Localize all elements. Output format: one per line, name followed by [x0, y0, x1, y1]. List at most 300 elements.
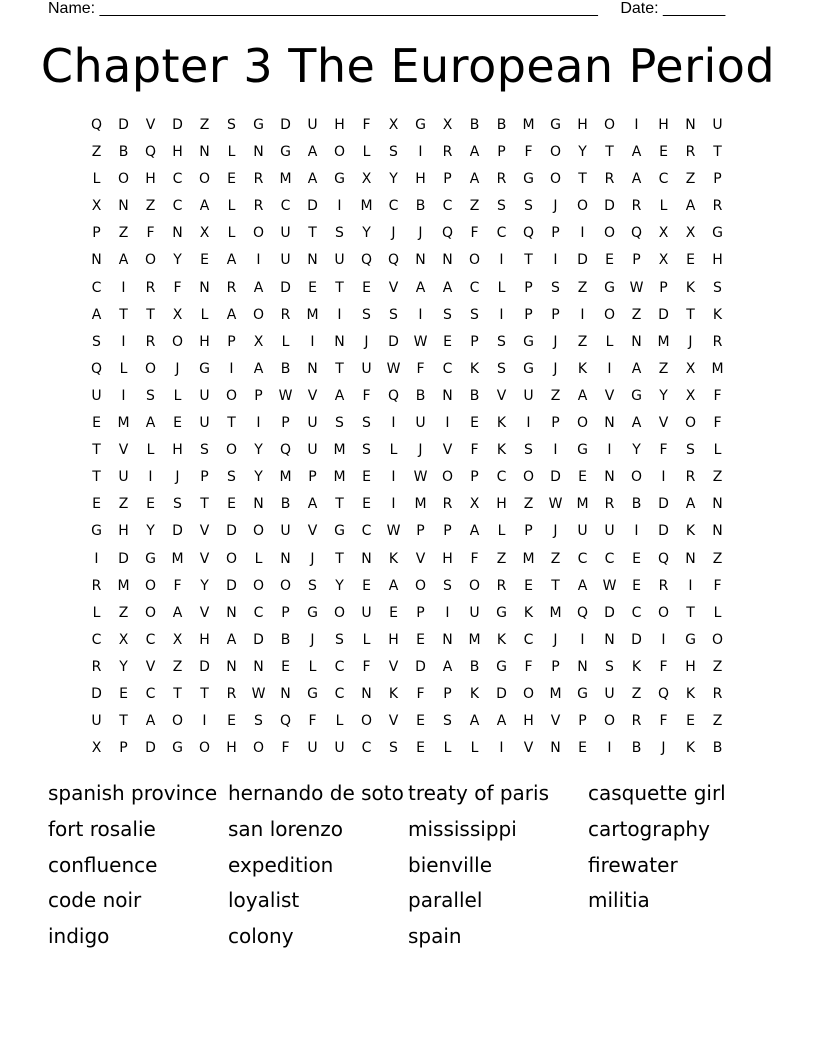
- grid-letter: J: [661, 740, 666, 757]
- grid-letter: H: [496, 496, 507, 513]
- grid-letter: A: [199, 198, 210, 215]
- grid-letter: I: [607, 740, 612, 757]
- grid-letter: I: [661, 469, 666, 486]
- grid-letter: S: [524, 442, 533, 459]
- word-list: [48, 778, 808, 957]
- grid-letter: M: [522, 117, 535, 133]
- grid-letter: T: [308, 225, 317, 242]
- grid-letter: G: [523, 171, 534, 188]
- grid-letter: C: [577, 550, 588, 567]
- grid-letter: X: [685, 387, 696, 404]
- grid-letter: R: [442, 496, 453, 513]
- grid-letter: R: [631, 713, 642, 730]
- grid-letter: F: [416, 685, 425, 702]
- grid-letter: V: [199, 604, 210, 621]
- grid-letter: H: [145, 171, 156, 188]
- grid-letter: A: [469, 523, 480, 540]
- grid-letter: X: [253, 333, 264, 350]
- grid-letter: S: [227, 117, 236, 133]
- word-list-item: colony: [228, 924, 294, 949]
- grid-letter: U: [334, 252, 345, 269]
- grid-letter: I: [661, 631, 666, 648]
- grid-letter: Y: [119, 658, 128, 675]
- grid-letter: V: [523, 740, 534, 757]
- grid-letter: A: [307, 496, 318, 513]
- grid-letter: N: [442, 387, 453, 404]
- grid-letter: G: [334, 523, 345, 540]
- grid-letter: T: [92, 442, 101, 459]
- grid-letter: P: [470, 469, 479, 486]
- grid-letter: A: [496, 713, 507, 730]
- grid-letter: L: [362, 631, 371, 648]
- grid-letter: V: [199, 550, 210, 567]
- grid-letter: C: [658, 171, 669, 188]
- grid-letter: M: [171, 550, 184, 567]
- grid-letter: P: [443, 171, 452, 188]
- grid-letter: O: [252, 740, 265, 757]
- grid-letter: K: [469, 360, 480, 377]
- grid-letter: I: [553, 442, 558, 459]
- grid-letter: V: [442, 442, 453, 459]
- word-list-item: cartography: [588, 816, 710, 841]
- grid-letter: B: [469, 658, 480, 675]
- grid-row: [83, 247, 733, 274]
- grid-letter: V: [550, 713, 561, 730]
- grid-letter: V: [307, 523, 318, 540]
- grid-letter: O: [522, 469, 535, 486]
- grid-letter: L: [308, 658, 317, 675]
- grid-letter: O: [333, 144, 346, 161]
- grid-row: [83, 139, 733, 166]
- grid-letter: R: [226, 279, 237, 296]
- grid-letter: C: [631, 604, 642, 621]
- grid-letter: I: [310, 333, 315, 350]
- grid-letter: V: [388, 713, 399, 730]
- grid-letter: Z: [658, 360, 669, 377]
- grid-letter: O: [468, 252, 481, 269]
- grid-letter: S: [227, 469, 236, 486]
- grid-letter: P: [632, 252, 641, 269]
- grid-row: [83, 383, 733, 410]
- grid-letter: B: [631, 496, 642, 513]
- grid-letter: D: [604, 198, 615, 215]
- grid-letter: J: [553, 360, 558, 377]
- grid-letter: F: [713, 387, 722, 404]
- grid-letter: D: [172, 523, 183, 540]
- grid-letter: P: [200, 469, 209, 486]
- grid-letter: T: [713, 144, 722, 161]
- grid-letter: E: [578, 740, 587, 757]
- grid-letter: W: [251, 685, 266, 702]
- grid-letter: O: [711, 631, 724, 648]
- grid-letter: R: [91, 577, 102, 594]
- grid-letter: R: [253, 198, 264, 215]
- grid-letter: F: [173, 577, 182, 594]
- grid-letter: F: [659, 442, 668, 459]
- grid-letter: P: [281, 415, 290, 432]
- grid-letter: F: [362, 658, 371, 675]
- grid-row: [83, 546, 733, 573]
- grid-letter: F: [470, 550, 479, 567]
- grid-letter: U: [91, 713, 102, 730]
- grid-letter: R: [712, 198, 723, 215]
- grid-letter: C: [91, 279, 102, 296]
- grid-letter: D: [118, 117, 129, 133]
- grid-letter: P: [659, 279, 668, 296]
- grid-letter: E: [416, 740, 425, 757]
- grid-letter: M: [711, 360, 724, 377]
- grid-letter: Q: [90, 360, 103, 377]
- grid-letter: I: [445, 604, 450, 621]
- grid-letter: S: [173, 496, 182, 513]
- grid-letter: I: [337, 306, 342, 323]
- page-title: Chapter 3 The European Period: [40, 39, 776, 93]
- grid-letter: I: [121, 387, 126, 404]
- grid-letter: E: [362, 279, 371, 296]
- grid-letter: R: [604, 496, 615, 513]
- grid-letter: E: [362, 496, 371, 513]
- grid-letter: S: [443, 713, 452, 730]
- grid-letter: H: [334, 117, 345, 133]
- grid-letter: A: [442, 279, 453, 296]
- word-list-item: loyalist: [228, 888, 300, 913]
- grid-letter: A: [469, 713, 480, 730]
- grid-letter: A: [685, 198, 696, 215]
- grid-letter: Q: [630, 225, 643, 242]
- grid-letter: N: [280, 685, 291, 702]
- grid-letter: S: [389, 740, 398, 757]
- grid-letter: C: [334, 685, 345, 702]
- grid-letter: N: [712, 523, 723, 540]
- grid-letter: S: [362, 415, 371, 432]
- grid-letter: S: [146, 387, 155, 404]
- grid-letter: K: [577, 360, 588, 377]
- grid-letter: O: [144, 252, 157, 269]
- grid-letter: U: [280, 523, 291, 540]
- grid-letter: T: [335, 496, 344, 513]
- grid-letter: T: [686, 604, 695, 621]
- grid-letter: T: [686, 306, 695, 323]
- grid-letter: H: [118, 523, 129, 540]
- grid-letter: K: [685, 740, 696, 757]
- grid-letter: O: [441, 469, 454, 486]
- grid-letter: P: [254, 387, 263, 404]
- grid-letter: H: [442, 550, 453, 567]
- grid-letter: K: [496, 631, 507, 648]
- grid-letter: G: [145, 550, 156, 567]
- grid-letter: V: [388, 279, 399, 296]
- grid-letter: T: [200, 685, 209, 702]
- grid-letter: J: [418, 225, 423, 242]
- grid-letter: N: [334, 333, 345, 350]
- grid-letter: T: [551, 577, 560, 594]
- grid-letter: T: [119, 306, 128, 323]
- grid-letter: L: [497, 279, 506, 296]
- grid-letter: N: [199, 279, 210, 296]
- grid-row: [83, 627, 733, 654]
- grid-letter: I: [418, 306, 423, 323]
- grid-letter: J: [175, 360, 180, 377]
- grid-letter: L: [389, 442, 398, 459]
- grid-letter: Q: [387, 387, 400, 404]
- grid-letter: P: [308, 469, 317, 486]
- grid-letter: A: [631, 171, 642, 188]
- grid-letter: V: [199, 523, 210, 540]
- grid-row: [83, 166, 733, 193]
- grid-letter: F: [173, 279, 182, 296]
- grid-letter: O: [360, 713, 373, 730]
- grid-letter: N: [226, 604, 237, 621]
- grid-letter: C: [604, 550, 615, 567]
- grid-letter: O: [549, 171, 562, 188]
- grid-letter: A: [118, 252, 129, 269]
- grid-letter: X: [658, 225, 669, 242]
- grid-letter: M: [549, 604, 562, 621]
- grid-letter: N: [415, 252, 426, 269]
- grid-letter: L: [659, 198, 668, 215]
- grid-letter: Q: [387, 252, 400, 269]
- grid-letter: A: [388, 577, 399, 594]
- grid-letter: P: [281, 604, 290, 621]
- grid-letter: I: [391, 469, 396, 486]
- grid-letter: L: [713, 604, 722, 621]
- grid-letter: A: [442, 658, 453, 675]
- grid-letter: S: [605, 658, 614, 675]
- grid-letter: D: [550, 469, 561, 486]
- grid-letter: F: [713, 577, 722, 594]
- grid-letter: C: [334, 658, 345, 675]
- grid-letter: J: [418, 442, 423, 459]
- grid-letter: Z: [91, 144, 102, 161]
- word-list-item: fort rosalie: [48, 816, 156, 841]
- grid-letter: C: [361, 523, 372, 540]
- grid-letter: Y: [362, 225, 371, 242]
- grid-letter: H: [226, 740, 237, 757]
- grid-letter: N: [361, 685, 372, 702]
- grid-letter: E: [416, 713, 425, 730]
- grid-letter: F: [659, 713, 668, 730]
- grid-letter: L: [227, 225, 236, 242]
- grid-letter: Q: [279, 713, 292, 730]
- grid-letter: M: [414, 496, 427, 513]
- grid-letter: P: [524, 306, 533, 323]
- grid-letter: C: [172, 171, 183, 188]
- grid-letter: C: [172, 198, 183, 215]
- grid-letter: S: [389, 144, 398, 161]
- grid-row: [83, 437, 733, 464]
- grid-letter: E: [119, 685, 128, 702]
- grid-letter: G: [523, 360, 534, 377]
- grid-letter: L: [281, 333, 290, 350]
- grid-letter: T: [605, 144, 614, 161]
- grid-letter: I: [337, 198, 342, 215]
- grid-letter: I: [580, 631, 585, 648]
- grid-letter: X: [118, 631, 129, 648]
- grid-letter: O: [333, 604, 346, 621]
- grid-letter: N: [550, 740, 561, 757]
- grid-letter: E: [227, 496, 236, 513]
- grid-letter: H: [712, 252, 723, 269]
- grid-letter: C: [388, 198, 399, 215]
- grid-letter: O: [225, 387, 238, 404]
- grid-letter: I: [391, 415, 396, 432]
- grid-letter: C: [496, 469, 507, 486]
- grid-letter: E: [524, 577, 533, 594]
- grid-letter: X: [469, 496, 480, 513]
- grid-row: [83, 708, 733, 735]
- header: [48, 0, 748, 20]
- grid-row: [83, 220, 733, 247]
- grid-letter: Z: [631, 306, 642, 323]
- grid-letter: S: [200, 442, 209, 459]
- grid-letter: B: [118, 144, 129, 161]
- grid-letter: Q: [144, 144, 157, 161]
- grid-letter: E: [686, 713, 695, 730]
- grid-letter: M: [360, 198, 373, 215]
- grid-letter: F: [659, 658, 668, 675]
- grid-letter: I: [121, 279, 126, 296]
- grid-letter: Q: [657, 685, 670, 702]
- grid-letter: D: [496, 685, 507, 702]
- grid-letter: A: [631, 144, 642, 161]
- grid-letter: I: [391, 496, 396, 513]
- grid-letter: U: [280, 252, 291, 269]
- grid-letter: Y: [632, 442, 641, 459]
- grid-letter: C: [496, 225, 507, 242]
- grid-letter: K: [496, 415, 507, 432]
- grid-letter: F: [362, 117, 371, 133]
- grid-letter: V: [388, 658, 399, 675]
- grid-letter: O: [252, 577, 265, 594]
- grid-letter: E: [92, 496, 101, 513]
- grid-letter: S: [497, 360, 506, 377]
- grid-letter: E: [227, 171, 236, 188]
- grid-letter: K: [469, 685, 480, 702]
- grid-letter: O: [144, 604, 157, 621]
- grid-letter: I: [499, 306, 504, 323]
- grid-letter: Y: [254, 442, 263, 459]
- grid-letter: O: [171, 713, 184, 730]
- grid-letter: B: [280, 496, 291, 513]
- grid-letter: L: [173, 387, 182, 404]
- grid-letter: S: [92, 333, 101, 350]
- grid-letter: G: [577, 685, 588, 702]
- grid-letter: R: [226, 685, 237, 702]
- grid-letter: L: [92, 171, 101, 188]
- grid-letter: Z: [712, 469, 723, 486]
- grid-letter: A: [172, 604, 183, 621]
- grid-letter: W: [413, 469, 428, 486]
- grid-row: [83, 329, 733, 356]
- grid-letter: T: [335, 360, 344, 377]
- grid-letter: J: [688, 333, 693, 350]
- grid-letter: D: [388, 333, 399, 350]
- grid-letter: L: [200, 306, 209, 323]
- grid-letter: F: [713, 415, 722, 432]
- grid-letter: O: [684, 415, 697, 432]
- grid-letter: U: [199, 415, 210, 432]
- grid-letter: L: [146, 442, 155, 459]
- grid-letter: L: [335, 713, 344, 730]
- grid-letter: M: [657, 333, 670, 350]
- grid-letter: P: [416, 604, 425, 621]
- grid-letter: S: [254, 713, 263, 730]
- grid-letter: D: [631, 631, 642, 648]
- grid-letter: Z: [118, 225, 129, 242]
- grid-letter: G: [199, 360, 210, 377]
- grid-letter: V: [604, 387, 615, 404]
- grid-letter: D: [577, 252, 588, 269]
- grid-letter: N: [361, 550, 372, 567]
- grid-letter: J: [175, 469, 180, 486]
- grid-letter: P: [551, 415, 560, 432]
- grid-letter: H: [685, 658, 696, 675]
- grid-letter: Q: [441, 225, 454, 242]
- grid-letter: B: [415, 198, 426, 215]
- grid-letter: A: [577, 387, 588, 404]
- grid-letter: Y: [578, 144, 587, 161]
- grid-letter: E: [443, 333, 452, 350]
- grid-letter: X: [361, 171, 372, 188]
- grid-letter: S: [686, 442, 695, 459]
- grid-letter: D: [253, 631, 264, 648]
- grid-letter: A: [307, 144, 318, 161]
- grid-letter: T: [524, 252, 533, 269]
- grid-letter: X: [172, 631, 183, 648]
- grid-letter: N: [307, 360, 318, 377]
- grid-letter: I: [688, 577, 693, 594]
- grid-letter: I: [580, 225, 585, 242]
- grid-letter: M: [306, 306, 319, 323]
- grid-row: [83, 518, 733, 545]
- word-list-row: [48, 921, 808, 957]
- grid-letter: Z: [172, 658, 183, 675]
- grid-letter: N: [442, 631, 453, 648]
- grid-letter: E: [632, 577, 641, 594]
- grid-letter: U: [415, 415, 426, 432]
- grid-letter: B: [712, 740, 723, 757]
- grid-letter: U: [199, 387, 210, 404]
- grid-letter: Z: [712, 713, 723, 730]
- grid-letter: H: [199, 333, 210, 350]
- grid-letter: O: [657, 604, 670, 621]
- grid-letter: P: [443, 523, 452, 540]
- grid-row: [83, 491, 733, 518]
- grid-letter: S: [443, 577, 452, 594]
- grid-letter: Y: [254, 469, 263, 486]
- grid-letter: T: [335, 279, 344, 296]
- word-list-item: spain: [408, 924, 462, 949]
- grid-letter: P: [497, 144, 506, 161]
- grid-letter: P: [119, 740, 128, 757]
- word-list-row: [48, 778, 808, 814]
- grid-letter: O: [576, 198, 589, 215]
- grid-letter: K: [631, 658, 642, 675]
- grid-letter: M: [333, 442, 346, 459]
- grid-letter: R: [712, 685, 723, 702]
- grid-letter: O: [603, 713, 616, 730]
- grid-letter: Z: [118, 604, 129, 621]
- grid-letter: K: [523, 604, 534, 621]
- grid-letter: K: [685, 279, 696, 296]
- grid-letter: U: [469, 604, 480, 621]
- grid-letter: B: [469, 387, 480, 404]
- grid-letter: U: [307, 117, 318, 133]
- grid-letter: A: [226, 631, 237, 648]
- grid-letter: L: [605, 333, 614, 350]
- grid-letter: O: [252, 523, 265, 540]
- grid-letter: X: [91, 198, 102, 215]
